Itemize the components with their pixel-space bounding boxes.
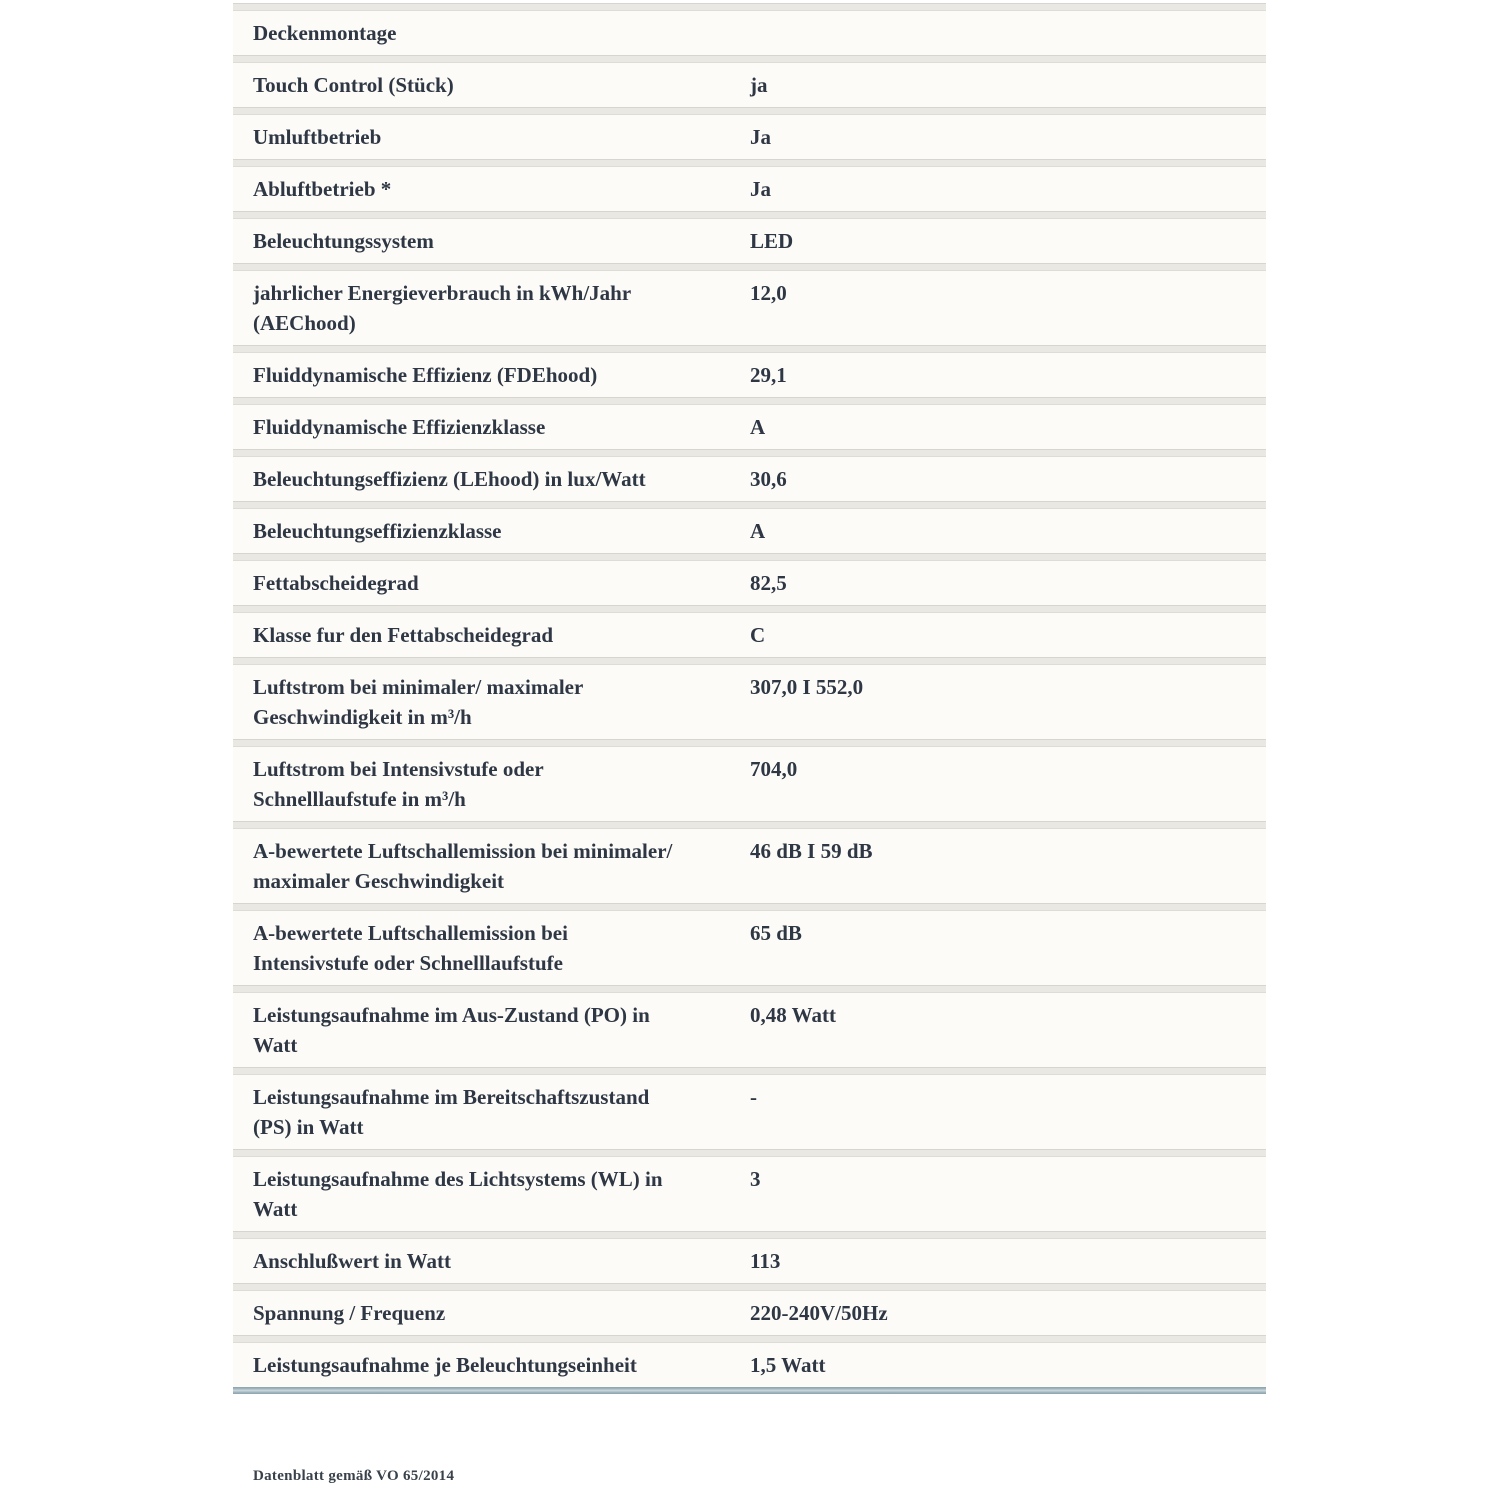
row-divider bbox=[233, 1149, 1266, 1157]
spec-row bbox=[233, 665, 1266, 739]
spec-label bbox=[253, 1082, 750, 1142]
row-divider bbox=[233, 821, 1266, 829]
row-divider bbox=[233, 1067, 1266, 1075]
spec-table bbox=[233, 0, 1266, 1485]
spec-label bbox=[253, 754, 750, 814]
spec-label bbox=[253, 1164, 750, 1224]
spec-label bbox=[253, 412, 750, 442]
row-divider bbox=[233, 1231, 1266, 1239]
row-divider bbox=[233, 985, 1266, 993]
row-divider bbox=[233, 553, 1266, 561]
spec-label-line: Beleuchtungseffizienz (LEhood) in lux/Watt bbox=[253, 467, 646, 491]
spec-row bbox=[233, 167, 1266, 211]
spec-label-line: Fluiddynamische Effizienz (FDEhood) bbox=[253, 363, 598, 387]
spec-value: Ja bbox=[750, 125, 771, 149]
spec-value: C bbox=[750, 623, 766, 647]
spec-label-line: Umluftbetrieb bbox=[253, 125, 382, 149]
spec-label-line: Touch Control (Stück) bbox=[253, 73, 454, 97]
spec-value: 3 bbox=[750, 1167, 761, 1191]
spec-value: 307,0 I 552,0 bbox=[750, 675, 864, 699]
row-divider bbox=[233, 397, 1266, 405]
spec-value: - bbox=[750, 1085, 757, 1109]
spec-label-line: Leistungsaufnahme im Bereitschaftszustand bbox=[253, 1085, 650, 1109]
spec-label-line: Watt bbox=[253, 1033, 298, 1057]
spec-label bbox=[253, 1298, 750, 1328]
spec-value: 113 bbox=[750, 1249, 781, 1273]
spec-value: 82,5 bbox=[750, 571, 787, 595]
spec-row bbox=[233, 405, 1266, 449]
row-divider bbox=[233, 211, 1266, 219]
row-divider bbox=[233, 107, 1266, 115]
spec-row bbox=[233, 219, 1266, 263]
row-divider bbox=[233, 605, 1266, 613]
spec-label-line: maximaler Geschwindigkeit bbox=[253, 869, 505, 893]
spec-label-line: Geschwindigkeit in m³/h bbox=[253, 705, 472, 729]
spec-label bbox=[253, 226, 750, 256]
spec-row bbox=[233, 747, 1266, 821]
spec-row bbox=[233, 1157, 1266, 1231]
table-bottom-rule bbox=[233, 1387, 1266, 1394]
spec-row bbox=[233, 1075, 1266, 1149]
row-divider bbox=[233, 1283, 1266, 1291]
spec-value: 30,6 bbox=[750, 467, 787, 491]
spec-value: A bbox=[750, 415, 766, 439]
spec-label-line: Schnelllaufstufe in m³/h bbox=[253, 787, 466, 811]
spec-label-line: Leistungsaufnahme des Lichtsystems (WL) in bbox=[253, 1167, 663, 1191]
spec-value: Ja bbox=[750, 177, 771, 201]
row-divider bbox=[233, 501, 1266, 509]
spec-label-line: Leistungsaufnahme im Aus-Zustand (PO) in bbox=[253, 1003, 650, 1027]
spec-label-line: Luftstrom bei Intensivstufe oder bbox=[253, 757, 544, 781]
spec-label bbox=[253, 568, 750, 598]
spec-label-line: Watt bbox=[253, 1197, 298, 1221]
spec-label-line: jahrlicher Energieverbrauch in kWh/Jahr bbox=[253, 281, 632, 305]
row-divider bbox=[233, 55, 1266, 63]
row-divider bbox=[233, 739, 1266, 747]
spec-row bbox=[233, 115, 1266, 159]
row-divider bbox=[233, 345, 1266, 353]
spec-row bbox=[233, 353, 1266, 397]
spec-value: 704,0 bbox=[750, 757, 798, 781]
spec-label bbox=[253, 516, 750, 546]
spec-value: 12,0 bbox=[750, 281, 787, 305]
spec-row bbox=[233, 509, 1266, 553]
spec-label-line: A-bewertete Luftschallemission bei minimaler/ bbox=[253, 839, 673, 863]
spec-row bbox=[233, 993, 1266, 1067]
spec-label-line: Beleuchtungseffizienzklasse bbox=[253, 519, 502, 543]
spec-row bbox=[233, 457, 1266, 501]
spec-label-line: Leistungsaufnahme je Beleuchtungseinheit bbox=[253, 1353, 637, 1377]
spec-label-line: Beleuchtungssystem bbox=[253, 229, 434, 253]
spec-value: 65 dB bbox=[750, 921, 802, 945]
spec-label bbox=[253, 278, 750, 338]
spec-row bbox=[233, 11, 1266, 55]
spec-row bbox=[233, 271, 1266, 345]
spec-label bbox=[253, 620, 750, 650]
spec-value: ja bbox=[750, 73, 768, 97]
spec-row bbox=[233, 1343, 1266, 1387]
spec-label bbox=[253, 70, 750, 100]
spec-label-line: Luftstrom bei minimaler/ maximaler bbox=[253, 675, 584, 699]
spec-row bbox=[233, 63, 1266, 107]
spec-label bbox=[253, 836, 750, 896]
spec-label-line: Fluiddynamische Effizienzklasse bbox=[253, 415, 546, 439]
footer-note: Datenblatt gemäß VO 65/2014 bbox=[253, 1468, 455, 1484]
spec-row bbox=[233, 1239, 1266, 1283]
spec-value: 0,48 Watt bbox=[750, 1003, 836, 1027]
spec-label bbox=[253, 174, 750, 204]
spec-label-line: A-bewertete Luftschallemission bei bbox=[253, 921, 568, 945]
spec-value: 29,1 bbox=[750, 363, 787, 387]
spec-label bbox=[253, 1246, 750, 1276]
spec-row bbox=[233, 1291, 1266, 1335]
spec-label-line: Anschlußwert in Watt bbox=[253, 1249, 451, 1273]
spec-label-line: Spannung / Frequenz bbox=[253, 1301, 446, 1325]
spec-row bbox=[233, 613, 1266, 657]
spec-label-line: Fettabscheidegrad bbox=[253, 571, 419, 595]
spec-label-line: (AEChood) bbox=[253, 311, 356, 335]
spec-value: 46 dB I 59 dB bbox=[750, 839, 873, 863]
spec-label bbox=[253, 1000, 750, 1060]
row-divider bbox=[233, 3, 1266, 11]
spec-row bbox=[233, 911, 1266, 985]
spec-value: A bbox=[750, 519, 766, 543]
spec-label-line: Abluftbetrieb * bbox=[253, 177, 392, 201]
spec-label bbox=[253, 918, 750, 978]
spec-label bbox=[253, 672, 750, 732]
spec-value: 220-240V/50Hz bbox=[750, 1301, 888, 1325]
row-divider bbox=[233, 1335, 1266, 1343]
row-divider bbox=[233, 263, 1266, 271]
row-divider bbox=[233, 657, 1266, 665]
spec-label bbox=[253, 464, 750, 494]
spec-label-line: Klasse fur den Fettabscheidegrad bbox=[253, 623, 554, 647]
row-divider bbox=[233, 903, 1266, 911]
spec-label bbox=[253, 360, 750, 390]
spec-label-line: Intensivstufe oder Schnelllaufstufe bbox=[253, 951, 563, 975]
spec-row bbox=[233, 561, 1266, 605]
row-divider bbox=[233, 159, 1266, 167]
spec-label-line: Deckenmontage bbox=[253, 21, 397, 45]
spec-row bbox=[233, 829, 1266, 903]
spec-label-line: (PS) in Watt bbox=[253, 1115, 364, 1139]
spec-label bbox=[253, 18, 750, 48]
spec-label bbox=[253, 122, 750, 152]
spec-value: 1,5 Watt bbox=[750, 1353, 826, 1377]
spec-label bbox=[253, 1350, 750, 1380]
spec-value: LED bbox=[750, 229, 794, 253]
row-divider bbox=[233, 449, 1266, 457]
